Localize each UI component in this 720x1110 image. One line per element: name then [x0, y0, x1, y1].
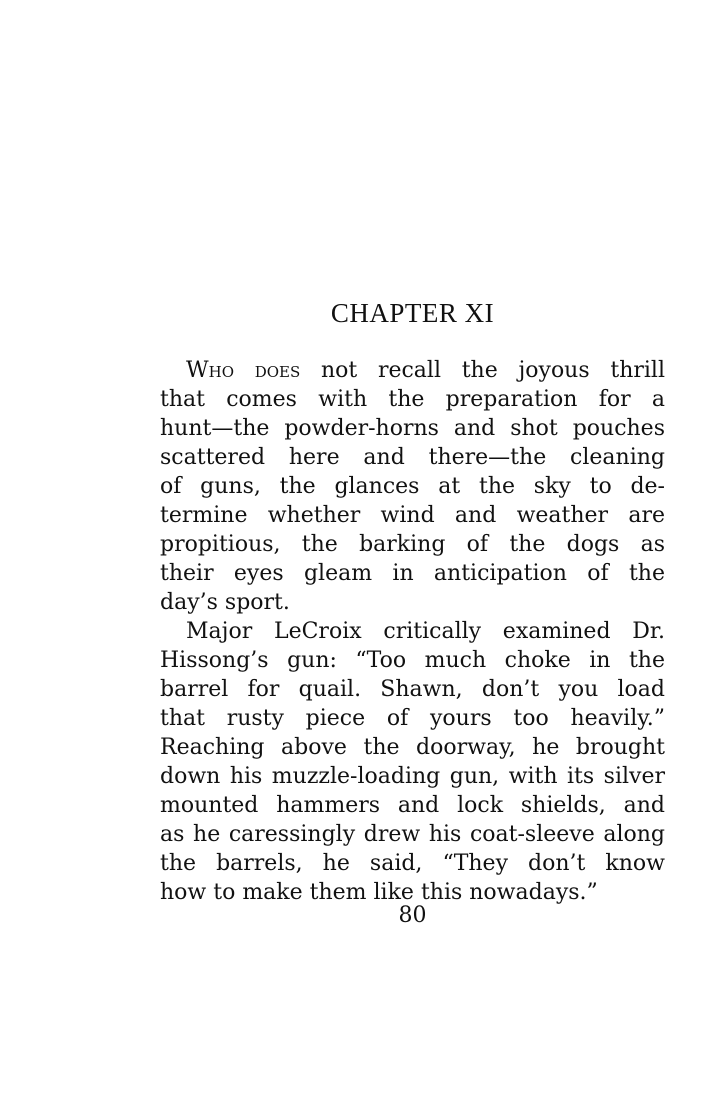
paragraph-2-line-9: the barrels, he said, “They don’t know: [160, 851, 665, 876]
paragraph-1-line-6: termine whether wind and weather are: [160, 503, 665, 528]
paragraph-1-line-9: day’s sport.: [160, 590, 290, 615]
paragraph-2-line-2: Hissong’s gun: “Too much choke in the: [160, 648, 665, 673]
paragraph-2-line-10: how to make them like this nowadays.”: [160, 880, 598, 905]
paragraph-2-line-3: barrel for quail. Shawn, don’t you load: [160, 677, 665, 702]
paragraph-2-line-8: as he caressingly drew his coat-sleeve along: [160, 822, 665, 847]
paragraph-1-line-1: [160, 356, 665, 385]
paragraph-1-line-7: propitious, the barking of the dogs as: [160, 532, 665, 557]
paragraph-2-line-6: down his muzzle-loading gun, with its silver: [160, 764, 665, 789]
paragraph-1-line-2: that comes with the preparation for a: [160, 387, 665, 412]
chapter-body: [160, 356, 665, 907]
paragraph-1: [160, 356, 665, 617]
paragraph-1-line-3: hunt—the powder-horns and shot pouches: [160, 416, 665, 441]
paragraph-1-line-4: scattered here and there—the cleaning: [160, 445, 665, 470]
opening-smallcaps: Who does: [186, 358, 301, 383]
paragraph-1-line-8: their eyes gleam in anticipation of the: [160, 561, 665, 586]
paragraph-1-line-1-rest: not recall the joyous thrill: [300, 358, 665, 383]
paragraph-1-line-5: of guns, the glances at the sky to de-: [160, 474, 665, 499]
page-number: 80: [398, 903, 427, 928]
paragraph-2-line-1: Major LeCroix critically examined Dr.: [186, 619, 665, 644]
paragraph-2: [160, 617, 665, 907]
chapter-heading: CHAPTER XI: [330, 298, 495, 328]
paragraph-2-line-5: Reaching above the doorway, he brought: [160, 735, 665, 760]
paragraph-2-line-7: mounted hammers and lock shields, and: [160, 793, 665, 818]
paragraph-2-line-4: that rusty piece of yours too heavily.”: [160, 706, 665, 731]
